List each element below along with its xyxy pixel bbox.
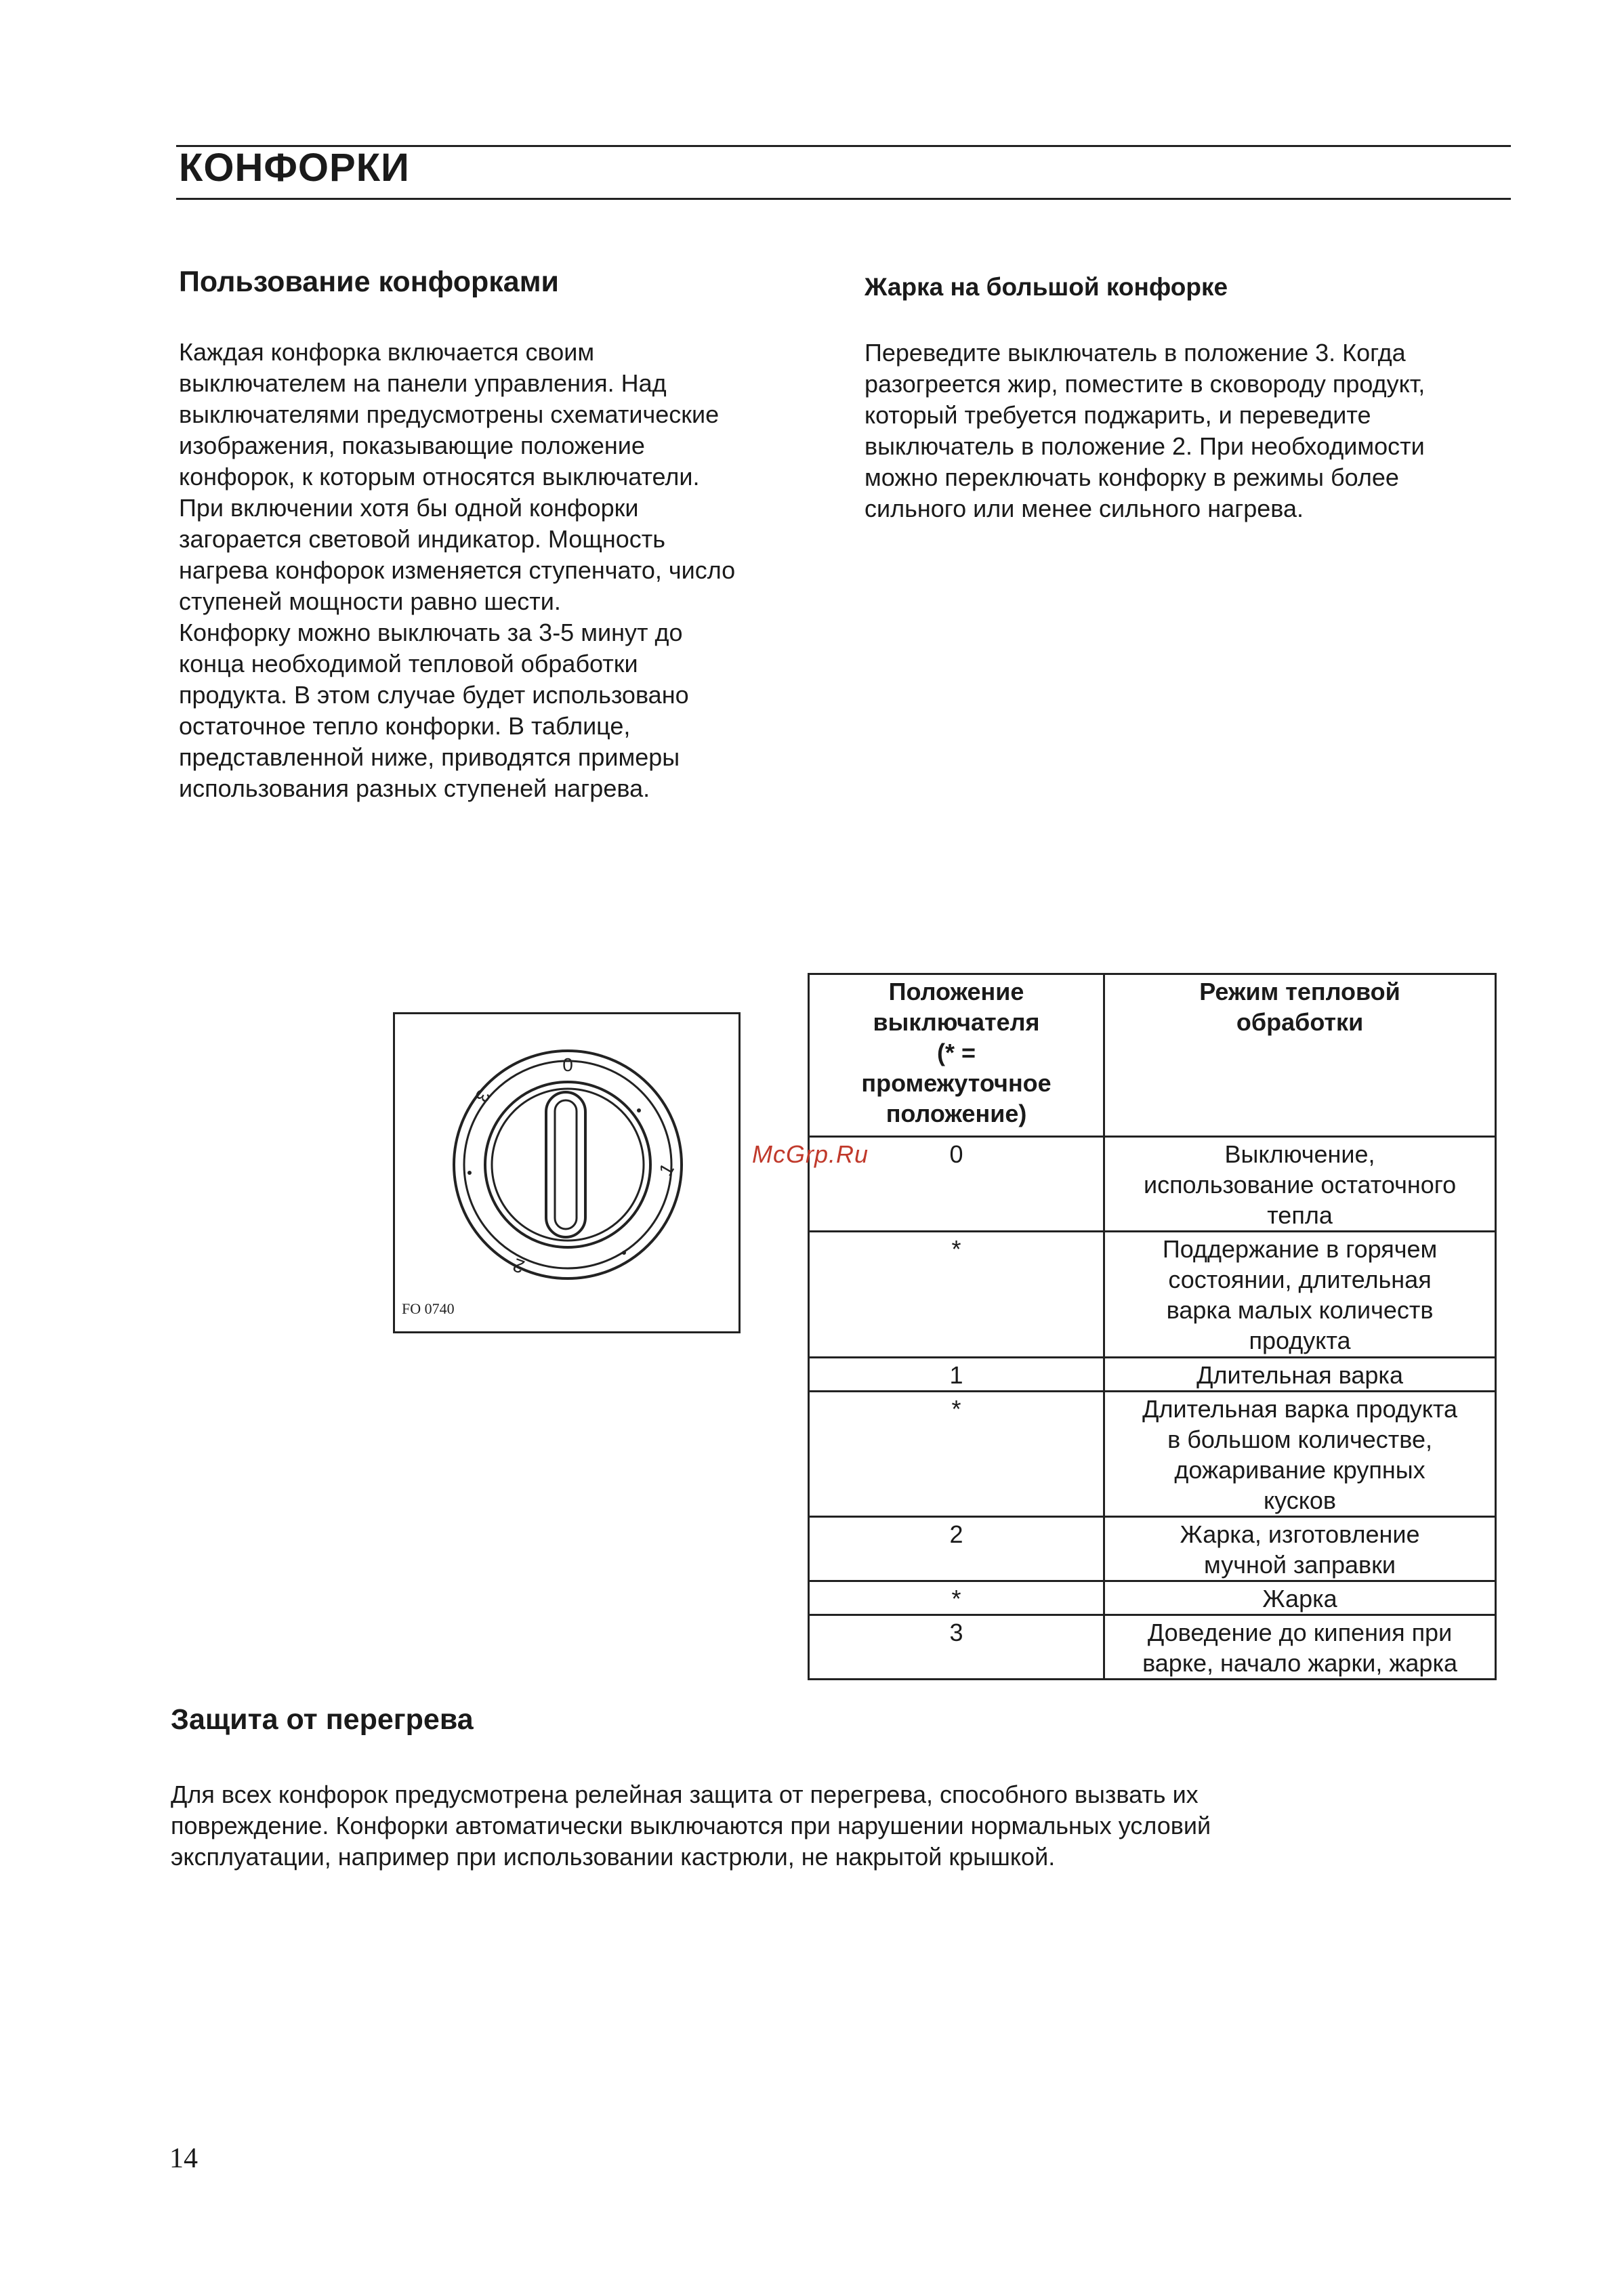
text-line: продукта. В этом случае будет использовано <box>179 681 689 709</box>
cell-mode: Длительная варка <box>1104 1358 1496 1392</box>
figure-label: FO 0740 <box>402 1300 455 1317</box>
header-position: Положение выключателя (* = промежуточное положение) <box>809 974 1104 1137</box>
table-row <box>809 1615 1496 1680</box>
text-line: Конфорку можно выключать за 3-5 минут до <box>179 619 683 646</box>
cell-mode: Поддержание в горячем состоянии, длительная варка малых количеств продукта <box>1104 1232 1496 1358</box>
text-line: сильного или менее сильного нагрева. <box>865 495 1304 522</box>
heat-modes-table <box>808 973 1497 1680</box>
text-line: выключателем на панели управления. Над <box>179 369 667 397</box>
text-line: использования разных ступеней нагрева. <box>179 774 650 802</box>
cell-position: * <box>809 1581 1104 1615</box>
text-line: выключатель в положение 2. При необходимости <box>865 432 1425 460</box>
cell-mode: Жарка, изготовление мучной заправки <box>1104 1517 1496 1581</box>
usage-paragraph <box>179 337 735 804</box>
header-mode: Режим тепловой обработки <box>1104 974 1496 1137</box>
table-row <box>809 1137 1496 1232</box>
text-line: повреждение. Конфорки автоматически выключаются при нарушении нормальных условий <box>171 1812 1211 1839</box>
text-line: разогреется жир, поместите в сковороду продукт, <box>865 370 1425 398</box>
dial-mark: 2 <box>509 1254 528 1278</box>
watermark-link[interactable]: McGrp.Ru <box>752 1140 869 1168</box>
table-row <box>809 1232 1496 1358</box>
page-title: КОНФОРКИ <box>179 146 410 190</box>
cell-mode: Доведение до кипения при варке, начало жарки, жарка <box>1104 1615 1496 1680</box>
dial-mark: 0 <box>562 1054 573 1075</box>
title-rule-bottom <box>176 198 1511 200</box>
cell-position: * <box>809 1392 1104 1517</box>
text-line: можно переключать конфорку в режимы более <box>865 463 1399 491</box>
section-heading-usage: Пользование конфорками <box>179 266 559 298</box>
table-row <box>809 1517 1496 1581</box>
text-line: представленной ниже, приводятся примеры <box>179 743 680 771</box>
text-line: Переведите выключатель в положение 3. Когда <box>865 339 1406 367</box>
text-line: ступеней мощности равно шести. <box>179 587 561 615</box>
cell-position: 1 <box>809 1358 1104 1392</box>
text-line: эксплуатации, например при использовании кастрюли, не накрытой крышкой. <box>171 1843 1056 1871</box>
text-line: загорается световой индикатор. Мощность <box>179 525 666 553</box>
table-row <box>809 1358 1496 1392</box>
cell-mode: Выключение, использование остаточного тепла <box>1104 1137 1496 1232</box>
cell-position: 2 <box>809 1517 1104 1581</box>
text-line: изображения, показывающие положение <box>179 432 645 459</box>
text-line: остаточное тепло конфорки. В таблице, <box>179 712 631 740</box>
text-line: который требуется поджарить, и переведите <box>865 401 1371 429</box>
text-line: конца необходимой тепловой обработки <box>179 650 638 678</box>
text-line: При включении хотя бы одной конфорки <box>179 494 639 522</box>
frying-paragraph <box>865 337 1425 524</box>
overheat-paragraph <box>171 1779 1211 1873</box>
cell-mode: Длительная варка продукта в большом количестве, дожаривание крупных кусков <box>1104 1392 1496 1517</box>
text-line: нагрева конфорок изменяется ступенчато, число <box>179 556 736 584</box>
text-line: выключателями предусмотрены схематические <box>179 400 720 428</box>
table-header-row <box>809 974 1496 1137</box>
table-row <box>809 1392 1496 1517</box>
cell-position: * <box>809 1232 1104 1358</box>
cell-position: 3 <box>809 1615 1104 1680</box>
cell-mode: Жарка <box>1104 1581 1496 1615</box>
table-row <box>809 1581 1496 1615</box>
section-heading-frying: Жарка на большой конфорке <box>865 273 1228 301</box>
dial-mark: 3 <box>470 1086 495 1106</box>
section-heading-overheat: Защита от перегрева <box>171 1703 474 1736</box>
page-number: 14 <box>169 2143 198 2174</box>
dial-mark: 1 <box>654 1159 679 1180</box>
text-line: Каждая конфорка включается своим <box>179 338 595 366</box>
knob-dial-icon <box>395 1014 738 1331</box>
cell-position: 0 <box>809 1137 1104 1232</box>
text-line: конфорок, к которым относятся выключатели. <box>179 463 700 491</box>
knob-figure <box>393 1012 741 1333</box>
text-line: Для всех конфорок предусмотрена релейная защита от перегрева, способного вызвать их <box>171 1781 1199 1808</box>
